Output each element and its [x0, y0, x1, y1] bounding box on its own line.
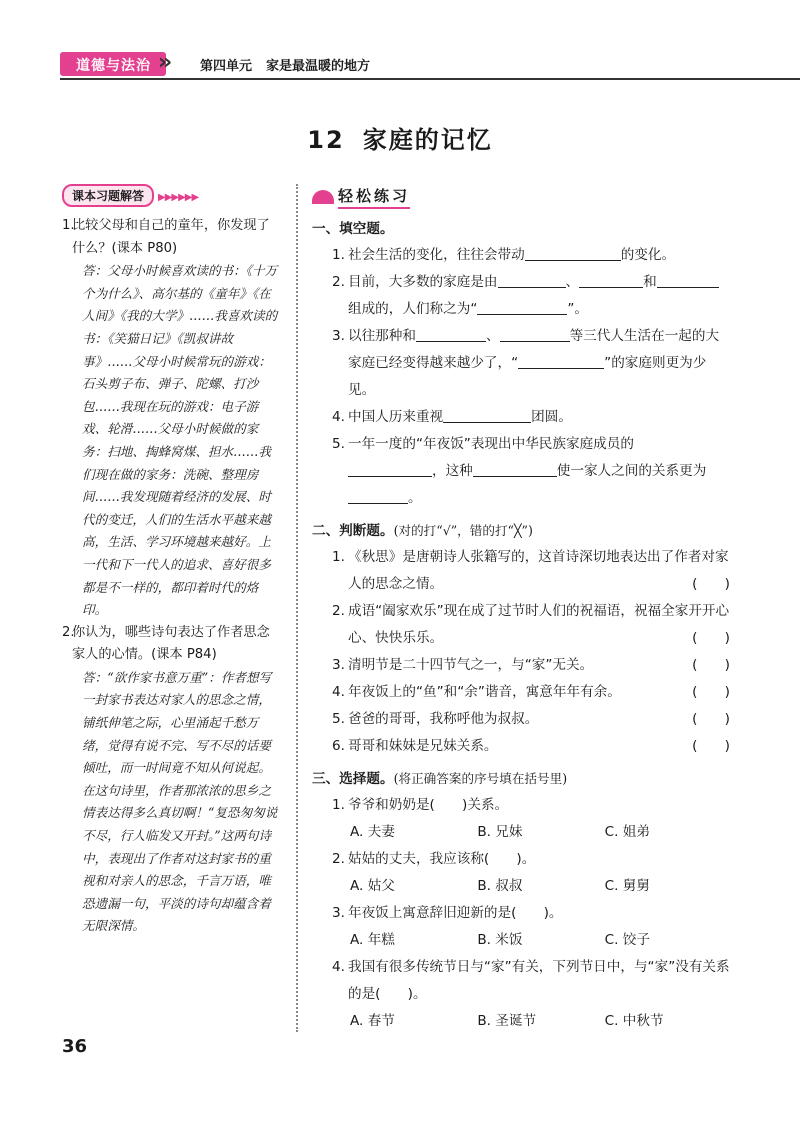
fill-item: 3. 以往那种和 、 等三代人生活在一起的大家庭已经变得越来越少了，“ ”的家庭则更为少见。 — [312, 323, 732, 404]
answer-blank[interactable] — [500, 324, 570, 342]
answer-parentheses[interactable]: ( ) — [692, 657, 730, 673]
practice-tag: 轻松练习 — [338, 185, 410, 209]
unit-title: 家是最温暖的地方 — [266, 59, 371, 74]
choice-option[interactable]: B. 兄妹 — [477, 824, 523, 840]
answer-parentheses[interactable]: ( ) — [692, 684, 730, 700]
choice-option[interactable]: B. 圣诞节 — [477, 1013, 537, 1029]
choice-options — [312, 1008, 732, 1035]
answer-blank[interactable] — [348, 459, 432, 477]
choice-option[interactable]: C. 饺子 — [604, 932, 650, 948]
answer-blank[interactable] — [657, 270, 719, 288]
choice-option[interactable]: A. 姑父 — [350, 878, 395, 894]
sun-icon — [312, 190, 334, 204]
answer-blank[interactable] — [473, 459, 557, 477]
question-text: 比较父母和自己的童年，你发现了什么？(课本 P80) — [72, 218, 270, 256]
answer-text: 答：父母小时候喜欢读的书：《十万个为什么》、高尔基的《童年》《在人间》《我的大学》……我喜欢读的书：《笑猫日记》《凯叔讲故事》……父母小时候常玩的游戏：石头剪子布、弹子、陀螺、打沙包……我现在玩的游戏：电子游戏、轮滑……父母小时候做的家务：扫地、掏蜂窝煤、担水……我们现在做的家务：洗碗、整理房间……我发现随着经济的发展、时代的变迁，人们的生活水平越来越高，生活、学习环境越来越好。上一代和下一代人的追求、喜好很多都是不一样的，都印着时代的烙印。 — [82, 263, 278, 618]
choice-option[interactable]: B. 米饭 — [477, 932, 523, 948]
choice-option[interactable]: A. 春节 — [350, 1013, 395, 1029]
fill-item: 1. 社会生活的变化，往往会带动 的变化。 — [312, 242, 732, 269]
chevron-right-icon: » — [158, 50, 173, 75]
practice-header — [312, 184, 732, 210]
column-divider — [296, 184, 298, 1032]
lesson-name: 家庭的记忆 — [362, 126, 493, 154]
choice-item: 1. 爷爷和奶奶是( )关系。 — [332, 797, 509, 813]
judge-item: 6. 哥哥和妹妹是兄妹关系。 ( ) — [312, 733, 732, 760]
choice-item: 4. 我国有很多传统节日与“家”有关，下列节日中，与“家”没有关系的是( )。 — [332, 959, 730, 1002]
answer-blank[interactable] — [477, 297, 567, 315]
choice-option[interactable]: A. 夫妻 — [350, 824, 395, 840]
choice-options — [312, 819, 732, 846]
choice-option[interactable]: C. 中秋节 — [604, 1013, 664, 1029]
answer-parentheses[interactable]: ( ) — [692, 630, 730, 646]
fill-item: 4. 中国人历来重视 团圆。 — [312, 404, 732, 431]
choice-item: 2. 姑姑的丈夫，我应该称( )。 — [332, 851, 536, 867]
textbook-question: 1. 比较父母和自己的童年，你发现了什么？(课本 P80) — [62, 215, 282, 260]
choice-option[interactable]: B. 叔叔 — [477, 878, 523, 894]
textbook-question: 2. 你认为，哪些诗句表达了作者思念家人的心情。(课本 P84) — [62, 622, 282, 667]
choice-option[interactable]: C. 姐弟 — [604, 824, 650, 840]
answer-parentheses[interactable]: ( ) — [692, 711, 730, 727]
question-text: 你认为，哪些诗句表达了作者思念家人的心情。(课本 P84) — [72, 624, 270, 663]
fill-section-title: 一、填空题。 — [312, 221, 394, 237]
answer-blank[interactable] — [416, 324, 486, 342]
judge-item: 4. 年夜饭上的“鱼”和“余”谐音，寓意年年有余。 ( ) — [312, 679, 732, 706]
answer-parentheses[interactable]: ( ) — [692, 576, 730, 592]
answer-text: 答：“欲作家书意万重”：作者想写一封家书表达对家人的思念之情，铺纸伸笔之际，心里涌起千愁万绪，觉得有说不完、写不尽的话要倾吐，而一时间竟不知从何说起。在这句诗里，作者那浓浓的思乡之情表达得多么真切啊！“复恐匆匆说不尽，行人临发又开封。”这两句诗中，表现出了作者对这封家书的重视和对亲人的思念，千言万语，唯恐遗漏一句，平淡的诗句却蕴含着无限深情。 — [82, 669, 278, 934]
choice-section-title: 三、选择题。(将正确答案的序号填在括号里) — [312, 771, 568, 787]
header-divider — [60, 78, 800, 80]
fill-item: 2. 目前，大多数的家庭是由 、 和 组成的，人们称之为“ ”。 — [312, 269, 732, 323]
answer-blank[interactable] — [348, 486, 408, 504]
textbook-answers-column — [62, 184, 282, 938]
choice-options — [312, 873, 732, 900]
subject-badge — [60, 52, 166, 76]
judge-item: 1. 《秋思》是唐朝诗人张籍写的，这首诗深切地表达出了作者对家人的思念之情。 ( ) — [312, 544, 732, 598]
unit-label: 第四单元 — [200, 59, 253, 74]
answer-blank[interactable] — [579, 270, 643, 288]
lesson-number: 12 — [307, 126, 345, 154]
unit-heading — [200, 55, 370, 74]
textbook-answers-header — [62, 184, 282, 207]
arrows-icon: ▶▶▶▶▶▶ — [158, 192, 199, 203]
answer-blank[interactable] — [498, 270, 566, 288]
lesson-title — [0, 120, 800, 155]
practice-column — [312, 184, 732, 1035]
subject-label: 道德与法治 — [76, 58, 151, 74]
fill-item: 5. 一年一度的“年夜饭”表现出中华民族家庭成员的 ，这种 使一家人之间的关系更为。 — [332, 436, 707, 506]
judge-item: 5. 爸爸的哥哥，我称呼他为叔叔。 ( ) — [312, 706, 732, 733]
judge-item: 2. 成语“阖家欢乐”现在成了过节时人们的祝福语，祝福全家开开心心、快快乐乐。 ( ) — [312, 598, 732, 652]
judge-section-title: 二、判断题。(对的打“√”，错的打“╳”) — [312, 523, 533, 539]
choice-option[interactable]: A. 年糕 — [350, 932, 395, 948]
answer-blank[interactable] — [443, 405, 531, 423]
answer-blank[interactable] — [518, 351, 604, 369]
choice-item: 3. 年夜饭上寓意辞旧迎新的是( )。 — [332, 905, 563, 921]
answer-blank[interactable] — [525, 243, 621, 261]
page-number: 36 — [62, 1036, 88, 1057]
choice-option[interactable]: C. 舅舅 — [604, 878, 650, 894]
judge-item: 3. 清明节是二十四节气之一，与“家”无关。 ( ) — [312, 652, 732, 679]
choice-options — [312, 927, 732, 954]
textbook-answers-tag: 课本习题解答 — [62, 184, 154, 207]
page-header — [0, 0, 800, 80]
answer-parentheses[interactable]: ( ) — [692, 738, 730, 754]
